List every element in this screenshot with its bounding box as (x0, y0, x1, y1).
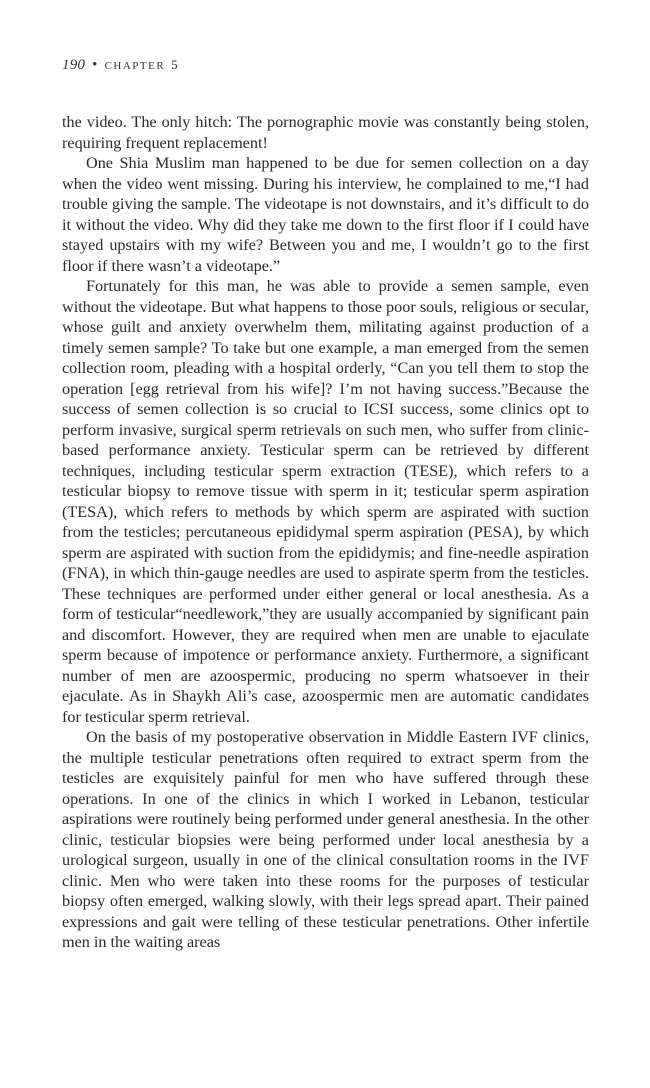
chapter-label: CHAPTER (104, 60, 166, 72)
paragraph-continued: the video. The only hitch: The pornographic movie was constantly being stolen, requiring frequent replacement! (62, 113, 589, 152)
separator-bullet: • (92, 57, 98, 73)
paragraph: Fortunately for this man, he was able to provide a semen sample, even without the videotape. But what happens to those poor souls, religious or secular, whose guilt and anxiety overwhelm them, militating against production of a timely semen sample? To take but one example, a man emerged from the semen collection room, pleading with a hospital orderly, “Can you tell them to stop the operation [egg retrieval from his wife]? I’m not having success.”Because the success of semen collection is so crucial to ICSI success, some clinics opt to perform invasive, surgical sperm retrievals on such men, who suffer from clinic-based performance anxiety. Testicular sperm can be retrieved by different techniques, including testicular sperm extraction (TESE), which refers to a testicular biopsy to remove tissue with sperm in it; testicular sperm aspiration (TESA), which refers to methods by which sperm are aspirated with suction from the testicles; percutaneous epididymal sperm aspiration (PESA), by which sperm are aspirated with suction from the epididymis; and fine-needle aspiration (FNA), in which thin-gauge needles are used to aspirate sperm from the testicles. These techniques are performed under either general or local anesthesia. As a form of testicular“needlework,”they are usually accompanied by significant pain and discomfort. However, they are required when men are unable to ejaculate sperm because of impotence or performance anxiety. Furthermore, a significant number of men are azoospermic, producing no sperm whatsoever in their ejaculate. As in Shaykh Ali’s case, azoospermic men are automatic candidates for testicular sperm retrieval. (62, 277, 589, 726)
body-text (62, 112, 589, 953)
paragraph: On the basis of my postoperative observation in Middle Eastern IVF clinics, the multiple testicular penetrations often required to extract sperm from the testicles are exquisitely painful for men who have suffered through these operations. In one of the clinics in which I worked in Lebanon, testicular aspirations were routinely being performed under general anesthesia. In the other clinic, testicular biopsies were being performed under local anesthesia by a urological surgeon, usually in one of the clinical consultation rooms in the IVF clinic. Men who were taken into these rooms for the purposes of testicular biopsy often emerged, walking slowly, with their legs spread apart. Their pained expressions and gait were telling of these testicular penetrations. Other infertile men in the waiting areas (62, 728, 589, 951)
page-number: 190 (62, 57, 86, 73)
chapter-number: 5 (171, 57, 178, 72)
paragraph: One Shia Muslim man happened to be due for semen collection on a day when the video went missing. During his interview, he complained to me,“I had trouble giving the sample. The videotape is not downstairs, and it’s difficult to do it without the video. Why did they take me down to the first floor if I could have stayed upstairs with my wife? Between you and me, I wouldn’t go to the first floor if there wasn’t a videotape.” (62, 154, 589, 275)
running-head (62, 57, 178, 74)
